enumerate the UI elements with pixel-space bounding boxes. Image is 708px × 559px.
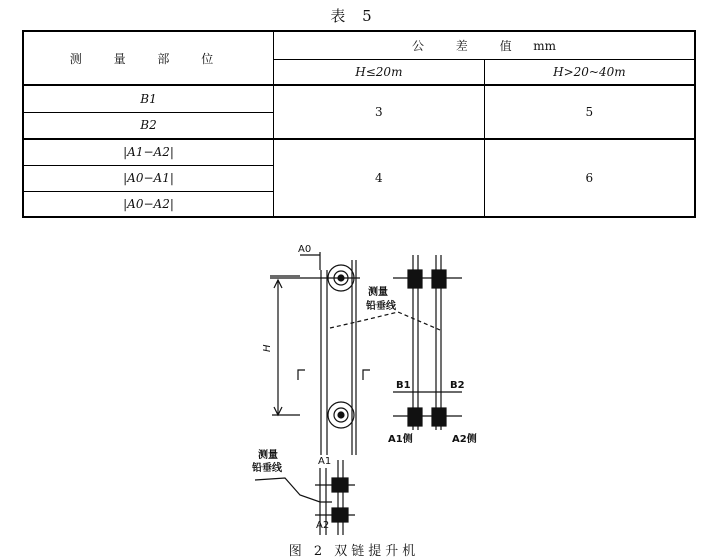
label-h: H <box>262 344 273 352</box>
label-b1: B1 <box>396 380 411 391</box>
label-measure: 测量 <box>368 287 388 298</box>
row-label: |A0−A1| <box>23 165 274 191</box>
group1-value-h2: 5 <box>484 85 695 139</box>
label-a1-side: A1侧 <box>388 434 413 445</box>
group2-value-h2: 6 <box>484 139 695 217</box>
header-tolerance: 公 差 值 mm <box>274 31 696 59</box>
label-a2: A2 <box>316 520 330 531</box>
row-label: B2 <box>23 112 274 139</box>
header-position: 测 量 部 位 <box>23 31 274 85</box>
table-title: 表 5 <box>330 7 378 25</box>
row-label: |A1−A2| <box>23 139 274 165</box>
label-b2: B2 <box>450 380 465 391</box>
header-unit: mm <box>533 38 557 53</box>
label-plumb-2: 铅垂线 <box>252 463 282 474</box>
group2-value-h1: 4 <box>274 139 485 217</box>
row-label: |A0−A2| <box>23 191 274 217</box>
hoist-diagram <box>0 230 708 540</box>
tolerance-table <box>22 30 696 218</box>
col-h2: H>20~40m <box>484 59 695 85</box>
label-a1: A1 <box>318 456 332 467</box>
label-measure-2: 测量 <box>258 450 278 461</box>
figure-caption: 图 2 双链提升机 <box>288 544 420 559</box>
col-h1: H≤20m <box>274 59 485 85</box>
label-plumb: 铅垂线 <box>366 301 396 312</box>
group1-value-h1: 3 <box>274 85 485 139</box>
label-a2-side: A2侧 <box>452 434 477 445</box>
row-label: B1 <box>23 85 274 112</box>
label-a0: A0 <box>298 244 312 255</box>
